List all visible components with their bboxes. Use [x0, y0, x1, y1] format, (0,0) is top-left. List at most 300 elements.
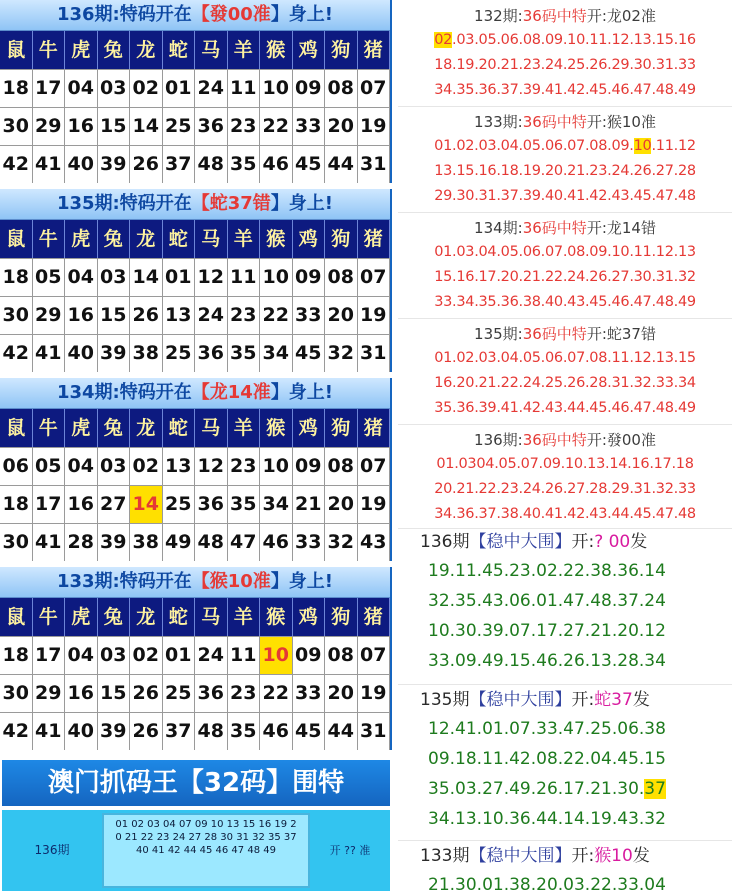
table-title [0, 378, 390, 409]
number-cell: 46 [260, 146, 293, 183]
code36-line: 15.16.17.20.21.22.24.26.27.30.31.32 [434, 269, 696, 285]
code36-line: 29.30.31.37.39.40.41.42.43.45.47.48 [434, 188, 696, 204]
code36-label: 36码中特 [522, 431, 587, 449]
number-cell: 14 [130, 108, 163, 145]
code36-result: 开:發00准 [586, 431, 656, 449]
wang-numbers [102, 813, 310, 888]
number-cell: 48 [195, 713, 228, 750]
number-cell: 36 [195, 486, 228, 523]
number-cell: 33 [293, 108, 326, 145]
zodiac-cell: 鼠 [0, 598, 33, 636]
number-cell: 41 [33, 335, 66, 372]
zodiac-cell: 兔 [98, 409, 131, 447]
number-cell: 07 [358, 448, 391, 485]
number-cell: 02 [130, 637, 163, 674]
wang-title: 澳门抓码王【32码】围特 [47, 768, 345, 798]
zodiac-cell: 虎 [65, 220, 98, 258]
wenzhong-line: 32.35.43.06.01.47.48.37.24 [428, 591, 666, 611]
number-cell: 42 [0, 713, 33, 750]
zodiac-cell: 鸡 [293, 598, 326, 636]
zodiac-table [0, 189, 392, 372]
zodiac-cell: 羊 [228, 598, 261, 636]
code36-title [398, 322, 732, 346]
title-highlight: 【蛇37错 [191, 193, 271, 214]
zodiac-table [0, 378, 392, 561]
number-cell: 23 [228, 297, 261, 334]
zodiac-cell: 牛 [33, 409, 66, 447]
zodiac-cell: 龙 [130, 409, 163, 447]
number-cell: 24 [195, 637, 228, 674]
table-title [0, 567, 390, 598]
code36-period: 135期: [474, 325, 523, 343]
number-cell: 16 [65, 297, 98, 334]
code36-label: 36码中特 [522, 325, 587, 343]
zodiac-cell: 牛 [33, 220, 66, 258]
number-cell: 40 [65, 146, 98, 183]
code36-block [398, 4, 732, 103]
code36-period: 133期: [474, 113, 523, 131]
wenzhong-title [398, 686, 732, 714]
wenzhong-period: 136期 [420, 532, 470, 552]
title-text: 134期:特码开在 [56, 382, 192, 403]
zodiac-cell: 猪 [358, 598, 391, 636]
title-highlight: 【發00准 [191, 4, 271, 25]
wenzhong-tag: 【稳中大围】 [469, 690, 572, 710]
code36-line [398, 134, 732, 159]
number-cell: 31 [358, 146, 391, 183]
zodiac-cell: 兔 [98, 220, 131, 258]
number-cell: 44 [325, 713, 358, 750]
number-cell: 30 [0, 675, 33, 712]
number-cell: 39 [98, 146, 131, 183]
zodiac-cell: 猴 [260, 409, 293, 447]
code36-period: 132期: [474, 7, 523, 25]
zodiac-cell: 虎 [65, 598, 98, 636]
zodiac-cell: 龙 [130, 220, 163, 258]
number-cell: 02 [130, 70, 163, 107]
number-cell: 03 [98, 448, 131, 485]
number-cell: 22 [260, 675, 293, 712]
number-cell: 48 [195, 146, 228, 183]
wang-result: 开 ?? 准 [329, 844, 371, 857]
zodiac-cell: 鸡 [293, 409, 326, 447]
wenzhong-line: 34.13.10.36.44.14.19.43.32 [428, 809, 666, 829]
number-cell: 36 [195, 108, 228, 145]
number-cell: 18 [0, 637, 33, 674]
zodiac-cell: 羊 [228, 31, 261, 69]
wenzhong-tag: 【稳中大围】 [469, 532, 572, 552]
zodiac-cell: 牛 [33, 31, 66, 69]
number-row [0, 69, 390, 107]
code36-line: 34.35.36.37.39.41.42.45.46.47.48.49 [434, 82, 696, 98]
zodiac-cell: 马 [195, 598, 228, 636]
title-text: 133期:特码开在 [56, 571, 192, 592]
number-cell: 21 [293, 486, 326, 523]
number-cell: 25 [163, 675, 196, 712]
code36-hit: 10 [633, 138, 652, 154]
number-cell: 05 [33, 448, 66, 485]
number-cell: 33 [293, 675, 326, 712]
number-cell: 23 [228, 448, 261, 485]
wenzhong-line [398, 774, 732, 804]
number-cell: 01 [163, 259, 196, 296]
number-cell: 02 [130, 448, 163, 485]
zodiac-cell: 鸡 [293, 220, 326, 258]
code36-line: 01.02.03.04.05.06.07.08.11.12.13.15 [434, 350, 696, 366]
number-cell: 07 [358, 70, 391, 107]
zodiac-cell: 猪 [358, 220, 391, 258]
number-cell: 40 [65, 335, 98, 372]
wenzhong-line: 19.11.45.23.02.22.38.36.14 [428, 561, 666, 581]
number-cell: 27 [98, 486, 131, 523]
title-highlight: 【猴10准 [191, 571, 271, 592]
number-cell: 08 [325, 637, 358, 674]
zodiac-cell: 狗 [325, 409, 358, 447]
number-cell: 26 [130, 675, 163, 712]
number-cell: 32 [325, 524, 358, 561]
number-cell: 03 [98, 70, 131, 107]
wenzhong-open: 开: [571, 532, 595, 552]
zodiac-table [0, 0, 392, 183]
number-cell: 16 [65, 486, 98, 523]
number-cell: 11 [228, 70, 261, 107]
number-cell: 06 [0, 448, 33, 485]
number-cell: 18 [0, 259, 33, 296]
title-suffix: 】身上! [270, 382, 334, 403]
code36-text: 01.02.03.04.05.06.07.08.09. [434, 138, 634, 154]
wang-banner [2, 760, 390, 806]
wenzhong-line: 21.30.01.38.20.03.22.33.04 [428, 875, 666, 891]
code36-line: 01.03.04.05.06.07.08.09.10.11.12.13 [434, 244, 696, 260]
zodiac-cell: 龙 [130, 598, 163, 636]
code36-line: 16.20.21.22.24.25.26.28.31.32.33.34 [434, 375, 696, 391]
number-cell: 34 [260, 486, 293, 523]
code36-period: 134期: [474, 219, 523, 237]
title-text: 135期:特码开在 [56, 193, 192, 214]
zodiac-cell: 蛇 [163, 598, 196, 636]
number-cell: 13 [163, 448, 196, 485]
number-cell: 04 [65, 637, 98, 674]
code36-line: 33.34.35.36.38.40.43.45.46.47.48.49 [434, 294, 696, 310]
wenzhong-line: 12.41.01.07.33.47.25.06.38 [428, 719, 666, 739]
code36-line: 35.36.39.41.42.43.44.45.46.47.48.49 [434, 400, 696, 416]
zodiac-cell: 虎 [65, 31, 98, 69]
number-cell: 17 [33, 637, 66, 674]
zodiac-cell: 狗 [325, 598, 358, 636]
number-cell: 01 [163, 70, 196, 107]
zodiac-cell: 羊 [228, 409, 261, 447]
code36-title [398, 428, 732, 452]
number-cell: 32 [325, 335, 358, 372]
number-cell: 36 [195, 335, 228, 372]
number-cell: 38 [130, 335, 163, 372]
number-cell: 41 [33, 146, 66, 183]
number-row [0, 334, 390, 372]
code36-block [398, 110, 732, 209]
divider [398, 318, 732, 319]
number-cell: 14 [130, 486, 163, 523]
zodiac-cell: 牛 [33, 598, 66, 636]
number-row [0, 485, 390, 523]
wenzhong-tag: 【稳中大围】 [469, 846, 572, 866]
title-suffix: 】身上! [270, 193, 334, 214]
wang-numbers-line: 0 21 22 23 24 27 28 30 31 32 35 37 [115, 832, 297, 843]
zodiac-cell: 蛇 [163, 409, 196, 447]
wenzhong-suffix: 发 [630, 532, 648, 552]
number-cell: 31 [358, 335, 391, 372]
number-cell: 03 [98, 637, 131, 674]
number-row [0, 523, 390, 561]
code36-title [398, 4, 732, 28]
number-cell: 35 [228, 335, 261, 372]
wenzhong-open: 开: [571, 690, 595, 710]
code36-result: 开:猴10准 [586, 113, 656, 131]
number-cell: 07 [358, 637, 391, 674]
code36-title [398, 110, 732, 134]
zodiac-cell: 猪 [358, 409, 391, 447]
number-cell: 26 [130, 297, 163, 334]
number-cell: 26 [130, 713, 163, 750]
number-cell: 29 [33, 297, 66, 334]
number-cell: 42 [0, 146, 33, 183]
number-cell: 45 [293, 146, 326, 183]
zodiac-cell: 猴 [260, 598, 293, 636]
number-cell: 13 [163, 297, 196, 334]
number-cell: 26 [130, 146, 163, 183]
zodiac-cell: 虎 [65, 409, 98, 447]
divider [398, 840, 732, 841]
code36-period: 136期: [474, 431, 523, 449]
title-highlight: 【龙14准 [191, 382, 271, 403]
title-suffix: 】身上! [270, 4, 334, 25]
number-cell: 20 [325, 675, 358, 712]
number-cell: 15 [98, 675, 131, 712]
number-cell: 33 [293, 524, 326, 561]
number-cell: 15 [98, 297, 131, 334]
zodiac-cell: 猴 [260, 31, 293, 69]
zodiac-cell: 鼠 [0, 220, 33, 258]
number-cell: 47 [228, 524, 261, 561]
number-cell: 19 [358, 108, 391, 145]
number-cell: 09 [293, 448, 326, 485]
code36-result: 开:龙14错 [586, 219, 656, 237]
number-cell: 37 [163, 146, 196, 183]
number-cell: 04 [65, 259, 98, 296]
number-row [0, 447, 390, 485]
number-cell: 28 [65, 524, 98, 561]
number-cell: 04 [65, 70, 98, 107]
number-cell: 17 [33, 486, 66, 523]
number-cell: 20 [325, 486, 358, 523]
wenzhong-title [398, 842, 732, 870]
number-cell: 15 [98, 108, 131, 145]
table-title [0, 189, 390, 220]
number-cell: 37 [163, 713, 196, 750]
number-cell: 12 [195, 448, 228, 485]
number-cell: 34 [260, 335, 293, 372]
wang-detail [2, 810, 390, 891]
divider [398, 424, 732, 425]
zodiac-cell: 马 [195, 409, 228, 447]
code36-result: 开:龙02准 [586, 7, 656, 25]
number-cell: 20 [325, 108, 358, 145]
wenzhong-period: 133期 [420, 846, 470, 866]
number-row [0, 712, 390, 750]
number-cell: 16 [65, 108, 98, 145]
zodiac-cell: 兔 [98, 31, 131, 69]
number-cell: 35 [228, 486, 261, 523]
wenzhong-block [398, 842, 732, 891]
number-row [0, 296, 390, 334]
zodiac-header-row [0, 31, 390, 69]
zodiac-cell: 马 [195, 220, 228, 258]
zodiac-header-row [0, 409, 390, 447]
wenzhong-line: 10.30.39.07.17.27.21.20.12 [428, 621, 666, 641]
wenzhong-mark: 猴10 [594, 846, 633, 866]
divider [398, 106, 732, 107]
number-cell: 29 [33, 108, 66, 145]
number-cell: 11 [228, 259, 261, 296]
number-cell: 30 [0, 524, 33, 561]
wang-numbers-line: 40 41 42 44 45 46 47 48 49 [136, 845, 276, 856]
number-cell: 23 [228, 108, 261, 145]
code36-label: 36码中特 [522, 113, 587, 131]
zodiac-cell: 马 [195, 31, 228, 69]
number-cell: 20 [325, 297, 358, 334]
divider [398, 212, 732, 213]
zodiac-cell: 狗 [325, 31, 358, 69]
number-cell: 07 [358, 259, 391, 296]
wenzhong-text: 35.03.27.49.26.17.21.30. [428, 779, 645, 799]
number-cell: 38 [130, 524, 163, 561]
number-cell: 23 [228, 675, 261, 712]
zodiac-header-row [0, 220, 390, 258]
wang-period: 136期 [34, 843, 70, 857]
zodiac-header-row [0, 598, 390, 636]
number-cell: 14 [130, 259, 163, 296]
number-cell: 35 [228, 713, 261, 750]
number-cell: 09 [293, 70, 326, 107]
code36-line: 34.36.37.38.40.41.42.43.44.45.47.48 [434, 506, 696, 520]
number-cell: 12 [195, 259, 228, 296]
number-cell: 45 [293, 335, 326, 372]
number-cell: 22 [260, 297, 293, 334]
zodiac-cell: 蛇 [163, 31, 196, 69]
number-cell: 18 [0, 70, 33, 107]
code36-label: 36码中特 [522, 219, 587, 237]
code36-text: .11.12 [651, 138, 696, 154]
number-cell: 24 [195, 297, 228, 334]
number-cell: 44 [325, 146, 358, 183]
number-cell: 19 [358, 675, 391, 712]
code36-title [398, 216, 732, 240]
code36-line: 18.19.20.21.23.24.25.26.29.30.31.33 [434, 57, 696, 73]
code36-line: 01.0304.05.07.09.10.13.14.16.17.18 [436, 456, 694, 472]
number-cell: 03 [98, 259, 131, 296]
number-cell: 01 [163, 637, 196, 674]
number-cell: 19 [358, 297, 391, 334]
wenzhong-suffix: 发 [632, 690, 650, 710]
number-cell: 29 [33, 675, 66, 712]
number-cell: 10 [260, 448, 293, 485]
number-cell: 24 [195, 70, 228, 107]
code36-block [398, 428, 732, 520]
zodiac-table [0, 567, 392, 750]
wenzhong-hit: 37 [644, 779, 666, 799]
zodiac-cell: 鼠 [0, 409, 33, 447]
number-cell: 31 [358, 713, 391, 750]
number-cell: 16 [65, 675, 98, 712]
wenzhong-block [398, 686, 732, 834]
code36-line [398, 28, 732, 53]
number-row [0, 674, 390, 712]
number-cell: 10 [260, 70, 293, 107]
wenzhong-line: 09.18.11.42.08.22.04.45.15 [428, 749, 666, 769]
number-cell: 25 [163, 335, 196, 372]
wenzhong-block [398, 528, 732, 676]
number-cell: 25 [163, 108, 196, 145]
number-cell: 10 [260, 259, 293, 296]
table-title [0, 0, 390, 31]
wenzhong-mark: 蛇37 [594, 690, 633, 710]
number-row [0, 107, 390, 145]
number-cell: 08 [325, 70, 358, 107]
zodiac-cell: 兔 [98, 598, 131, 636]
number-row [0, 145, 390, 183]
number-cell: 41 [33, 713, 66, 750]
number-cell: 17 [33, 70, 66, 107]
number-cell: 39 [98, 524, 131, 561]
zodiac-cell: 蛇 [163, 220, 196, 258]
number-cell: 49 [163, 524, 196, 561]
zodiac-cell: 狗 [325, 220, 358, 258]
code36-hit: 02 [434, 32, 453, 48]
number-cell: 11 [228, 637, 261, 674]
number-cell: 39 [98, 713, 131, 750]
code36-block [398, 216, 732, 315]
divider [398, 684, 732, 685]
code36-label: 36码中特 [522, 7, 587, 25]
number-cell: 42 [0, 335, 33, 372]
title-suffix: 】身上! [270, 571, 334, 592]
code36-result: 开:蛇37错 [586, 325, 656, 343]
number-cell: 18 [0, 486, 33, 523]
number-cell: 09 [293, 259, 326, 296]
wenzhong-mark: ? 00 [594, 532, 631, 552]
number-cell: 22 [260, 108, 293, 145]
number-cell: 46 [260, 524, 293, 561]
number-cell: 39 [98, 335, 131, 372]
number-cell: 09 [293, 637, 326, 674]
number-cell: 10 [260, 637, 293, 674]
number-cell: 30 [0, 108, 33, 145]
wenzhong-title [398, 528, 732, 556]
code36-line: 13.15.16.18.19.20.21.23.24.26.27.28 [434, 163, 696, 179]
number-cell: 25 [163, 486, 196, 523]
code36-block [398, 322, 732, 421]
wenzhong-period: 135期 [420, 690, 470, 710]
number-row [0, 258, 390, 296]
number-cell: 30 [0, 297, 33, 334]
wenzhong-suffix: 发 [632, 846, 650, 866]
zodiac-cell: 猪 [358, 31, 391, 69]
number-cell: 40 [65, 713, 98, 750]
zodiac-cell: 鼠 [0, 31, 33, 69]
number-cell: 08 [325, 259, 358, 296]
wang-numbers-line: 01 02 03 04 07 09 10 13 15 16 19 2 [115, 819, 297, 830]
code36-text: .03.05.06.08.09.10.11.12.13.15.16 [452, 32, 696, 48]
number-cell: 48 [195, 524, 228, 561]
